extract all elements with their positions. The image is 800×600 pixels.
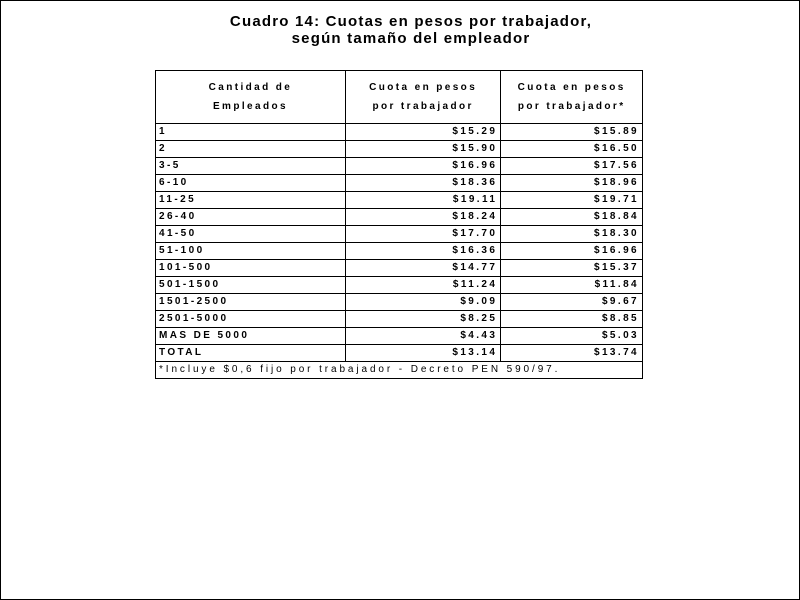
row-category: 2 — [156, 141, 346, 158]
row-quota-fixed: $16.50 — [501, 141, 643, 158]
header-quota-fixed-line-1: Cuota en pesos — [517, 82, 626, 93]
row-quota: $4.43 — [345, 328, 500, 345]
row-quota-fixed: $9.67 — [501, 294, 643, 311]
row-quota: $13.14 — [345, 345, 500, 362]
row-quota: $15.29 — [345, 124, 500, 141]
row-quota: $8.25 — [345, 311, 500, 328]
row-category: 101-500 — [156, 260, 346, 277]
table-row — [156, 209, 643, 226]
row-quota-fixed: $18.96 — [501, 175, 643, 192]
row-quota-fixed: $15.89 — [501, 124, 643, 141]
row-category: 26-40 — [156, 209, 346, 226]
page-title — [1, 13, 800, 47]
table-row — [156, 158, 643, 175]
row-quota-fixed: $8.85 — [501, 311, 643, 328]
table-row — [156, 243, 643, 260]
row-quota: $9.09 — [345, 294, 500, 311]
row-quota: $18.24 — [345, 209, 500, 226]
row-quota-fixed: $18.84 — [501, 209, 643, 226]
row-quota-fixed: $16.96 — [501, 243, 643, 260]
header-quota-line-2: por trabajador — [372, 101, 474, 112]
header-employees-line-2: Empleados — [212, 101, 288, 112]
header-quota-fixed — [501, 71, 643, 124]
row-quota-fixed: $13.74 — [501, 345, 643, 362]
row-quota: $19.11 — [345, 192, 500, 209]
row-category: TOTAL — [156, 345, 346, 362]
row-quota: $17.70 — [345, 226, 500, 243]
row-quota: $16.36 — [345, 243, 500, 260]
row-category: 1 — [156, 124, 346, 141]
row-quota: $14.77 — [345, 260, 500, 277]
title-line-1: Cuadro 14: Cuotas en pesos por trabajador, — [229, 13, 593, 30]
row-quota-fixed: $11.84 — [501, 277, 643, 294]
footnote: *Incluye $0,6 fijo por trabajador - Decreto PEN 590/97. — [156, 362, 643, 379]
table-row — [156, 260, 643, 277]
header-quota-fixed-line-2: por trabajador* — [517, 101, 626, 112]
table-row-total — [156, 345, 643, 362]
row-category: 2501-5000 — [156, 311, 346, 328]
header-quota-line-1: Cuota en pesos — [369, 82, 478, 93]
row-category: 51-100 — [156, 243, 346, 260]
table-row — [156, 175, 643, 192]
row-quota: $18.36 — [345, 175, 500, 192]
table-header-row — [156, 71, 643, 124]
quota-table — [155, 70, 643, 379]
row-quota: $16.96 — [345, 158, 500, 175]
row-category: 501-1500 — [156, 277, 346, 294]
table-row — [156, 311, 643, 328]
row-category: 11-25 — [156, 192, 346, 209]
table-row — [156, 124, 643, 141]
row-category: 1501-2500 — [156, 294, 346, 311]
row-category: 6-10 — [156, 175, 346, 192]
row-quota: $15.90 — [345, 141, 500, 158]
row-quota-fixed: $18.30 — [501, 226, 643, 243]
header-employees-line-1: Cantidad de — [208, 82, 293, 93]
table-row — [156, 294, 643, 311]
row-category: MAS DE 5000 — [156, 328, 346, 345]
row-quota-fixed: $19.71 — [501, 192, 643, 209]
table-row — [156, 277, 643, 294]
row-quota: $11.24 — [345, 277, 500, 294]
row-category: 3-5 — [156, 158, 346, 175]
header-employees — [156, 71, 346, 124]
footnote-row — [156, 362, 643, 379]
row-category: 41-50 — [156, 226, 346, 243]
header-quota — [345, 71, 500, 124]
table-row — [156, 141, 643, 158]
row-quota-fixed: $17.56 — [501, 158, 643, 175]
row-quota-fixed: $5.03 — [501, 328, 643, 345]
row-quota-fixed: $15.37 — [501, 260, 643, 277]
table-row — [156, 192, 643, 209]
table-row — [156, 226, 643, 243]
title-line-2: según tamaño del empleador — [291, 30, 531, 47]
table-row — [156, 328, 643, 345]
